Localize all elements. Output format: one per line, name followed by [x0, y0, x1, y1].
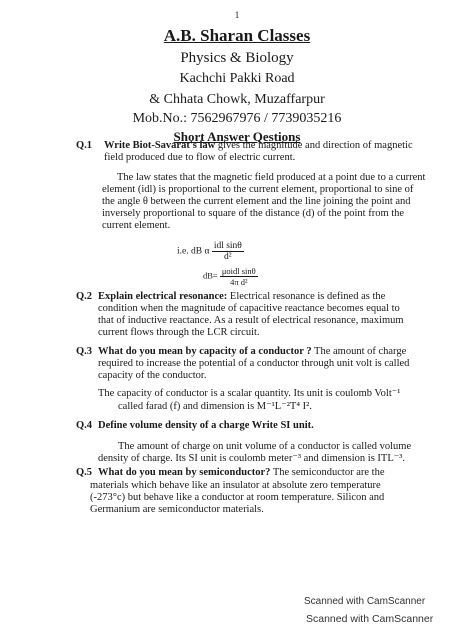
- question-2-title: Explain electrical resonance:: [98, 291, 228, 302]
- question-1-intro: gives the magnitude and direction of magnetic: [215, 140, 413, 151]
- question-2-lead: [98, 291, 428, 303]
- question-5-line-1: materials which behave like an insulator at absolute zero temperature: [90, 480, 381, 491]
- question-2-line-1: condition when the magnitude of capacitive reactance becomes equal to: [98, 303, 400, 314]
- formula-1-denominator: d²: [224, 252, 232, 262]
- formula-2-denominator: 4π d²: [230, 277, 248, 287]
- question-5-line-3: Germanium are semiconductor materials.: [90, 504, 264, 515]
- question-1-title: Write Biot-Savarat's law: [104, 140, 216, 151]
- formula-1-fraction: [212, 241, 244, 262]
- question-3-lead: [98, 346, 428, 358]
- question-2-line-3: current flows through the LCR circuit.: [98, 327, 260, 338]
- question-1-body-line-1: The law states that the magnetic field produced at a point due to a current: [117, 172, 426, 183]
- scan-watermark-1: Scanned with CamScanner: [304, 596, 426, 607]
- formula-1-lhs: dB α: [190, 246, 210, 257]
- formula-2-fraction: [220, 266, 258, 287]
- subject-line: Physics & Biology: [180, 50, 294, 66]
- question-1-body-line-3: the angle θ between the current element and the line joining the point and: [102, 196, 411, 207]
- question-3-title: What do you mean by capacity of a conductor ?: [98, 346, 312, 357]
- question-number-2: Q.2: [76, 291, 93, 302]
- question-3-intro: The amount of charge: [311, 346, 407, 357]
- formula-2: [203, 266, 258, 287]
- scan-watermark-2: Scanned with CamScanner: [306, 613, 434, 625]
- question-number-5: Q.5: [76, 467, 93, 478]
- question-1-body-line-4: inversely proportional to square of the distance (d) of the point from the: [102, 208, 405, 219]
- question-number-4: Q.4: [76, 420, 93, 431]
- question-4-line-2: density of charge. Its SI unit is coulomb meter⁻³ and dimension is ITL⁻³.: [98, 453, 406, 464]
- question-4-title: Define volume density of a charge Write SI unit.: [98, 420, 314, 431]
- question-3-para2-line-1: The capacity of conductor is a scalar quantity. Its unit is coulomb Volt⁻¹: [98, 388, 401, 399]
- institute-title: A.B. Sharan Classes: [163, 26, 311, 45]
- question-2-line-2: that of inductive reactance. As a result of electrical resonance, maximum: [98, 315, 404, 326]
- question-5-intro: The semiconductor are the: [270, 467, 385, 478]
- section-title: Short Answer Qestions: [173, 129, 301, 144]
- address-line-1: Kachchi Pakki Road: [179, 71, 295, 86]
- formula-1: [177, 241, 244, 262]
- question-number-3: Q.3: [76, 346, 93, 357]
- page-number: 1: [234, 10, 240, 20]
- question-4-line-1: The amount of charge on unit volume of a conductor is called volume: [118, 441, 412, 452]
- question-1-body-line-2: element (idl) is proportional to the current element, proportional to sine of: [102, 184, 414, 195]
- formula-2-numerator: μoidl sinθ: [221, 266, 256, 276]
- question-1-lead: [104, 140, 430, 152]
- question-1-body-line-5: current element.: [102, 220, 171, 231]
- question-3-line-1: required to increase the potential of a conductor through unit volt is called: [98, 358, 410, 369]
- formula-2-lhs: dB=: [203, 270, 218, 281]
- question-5-lead: [98, 467, 428, 479]
- question-1-line-2: field produced due to flow of electric current.: [104, 152, 296, 163]
- formula-1-numerator: idl sinθ: [213, 241, 242, 251]
- question-3-line-2: capacity of the conductor.: [98, 370, 207, 381]
- question-3-para2-line-2: called farad (f) and dimension is M⁻¹L⁻²T⁴ I².: [118, 401, 312, 412]
- question-number-1: Q.1: [76, 140, 93, 151]
- question-5-line-2: (-273°c) but behave like a conductor at room temperature. Silicon and: [90, 492, 385, 503]
- address-line-2: & Chhata Chowk, Muzaffarpur: [149, 92, 325, 107]
- mobile-line: Mob.No.: 7562967976 / 7739035216: [132, 111, 342, 126]
- question-2-intro: Electrical resonance is defined as the: [227, 291, 386, 302]
- formula-prefix: i.e.: [177, 246, 189, 257]
- question-5-title: What do you mean by semiconductor?: [98, 467, 271, 478]
